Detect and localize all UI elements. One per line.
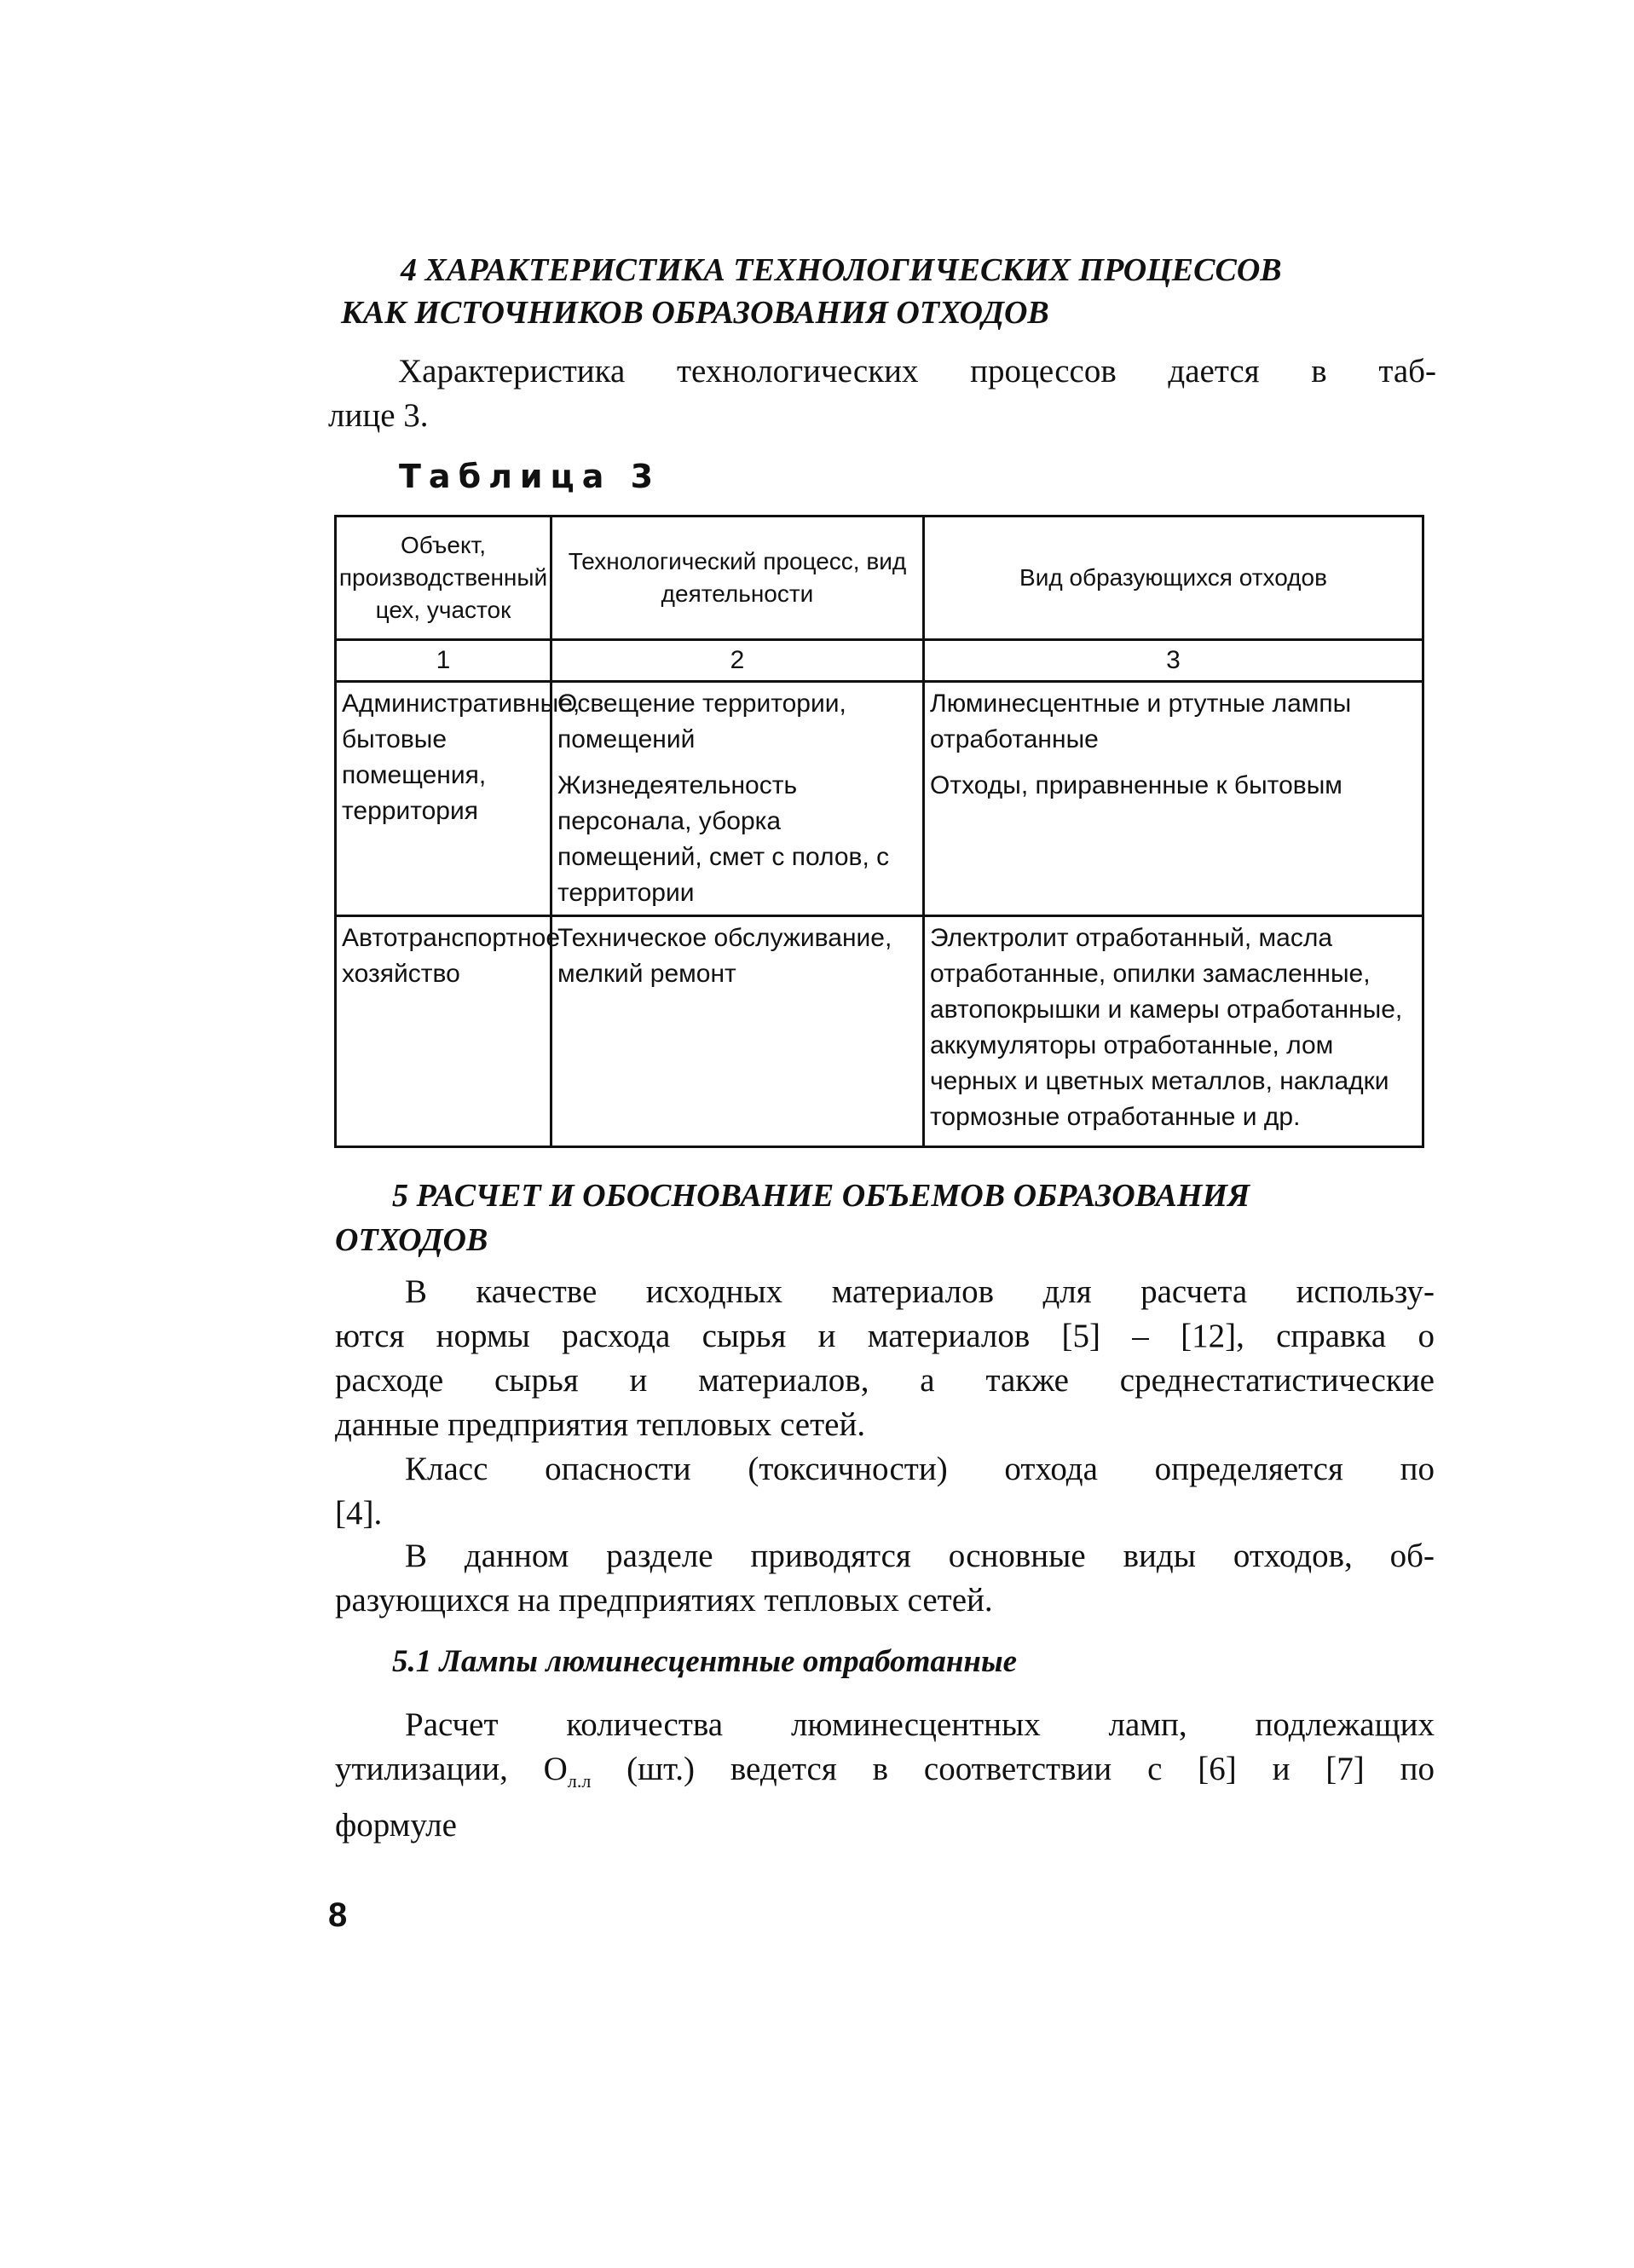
s5-p1-line-1: В качестве исходных материалов для расчета использу-: [405, 1273, 1435, 1310]
column-number-1: 1: [336, 640, 551, 682]
s5-p1-line-3: расходе сырья и материалов, а также среднестатистические: [335, 1362, 1435, 1399]
s5-p2-line-2: [4].: [335, 1495, 383, 1532]
s5-p3-line-1: В данном разделе приводятся основные виды отходов, об-: [405, 1538, 1435, 1574]
s51-line-2: [335, 1747, 1435, 1803]
process-item: Освещение территории, помещений: [557, 690, 846, 753]
cell-waste: [924, 682, 1423, 916]
s5-p1-line-2: ются нормы расхода сырья и материалов [5] – [12], справка о: [335, 1318, 1435, 1354]
section-4-heading: [401, 249, 1509, 291]
section-5-paragraph-2: [335, 1447, 1435, 1536]
section-5-heading: [392, 1174, 1500, 1217]
table-row: [336, 916, 1423, 1147]
header-waste: Вид образующихся отходов: [924, 517, 1423, 640]
column-number-2: 2: [551, 640, 924, 682]
header-process: Технологический процесс, вид деятельности: [551, 517, 924, 640]
intro-line-2: лице 3.: [328, 397, 429, 434]
section-5-heading-line-2: ОТХОДОВ: [335, 1222, 488, 1258]
s51-line-2-end: (шт.) ведется в соответствии с [6] и [7] по: [591, 1751, 1435, 1787]
section-4-heading-line-1: 4 ХАРАКТЕРИСТИКА ТЕХНОЛОГИЧЕСКИХ ПРОЦЕССОВ: [401, 252, 1282, 288]
process-item: Техническое обслуживание, мелкий ремонт: [557, 924, 892, 988]
cell-object: Автотранспортное хозяйство: [336, 916, 551, 1147]
table-3: [334, 515, 1424, 1148]
section-4-intro: [328, 349, 1436, 438]
process-item: Жизнедеятельность персонала, уборка помещений, смет с полов, с территории: [557, 771, 890, 907]
intro-line-1: Характеристика технологических процессов дается в таб-: [398, 353, 1436, 390]
subsection-5-1-paragraph: [335, 1703, 1435, 1848]
table-header-row: [336, 517, 1423, 640]
section-4-heading-2: [341, 291, 1449, 334]
s51-line-2-start: утилизации, О: [335, 1751, 568, 1787]
s51-line-3: формуле: [335, 1806, 457, 1844]
header-object: Объект, производственный цех, участок: [336, 517, 551, 640]
table-column-number-row: [336, 640, 1423, 682]
table-3-title: Таблица 3: [399, 458, 661, 495]
cell-process: [551, 682, 924, 916]
page-number: 8: [328, 1896, 348, 1934]
symbol-subscript: л.л: [567, 1769, 592, 1792]
s5-p2-line-1: Класс опасности (токсичности) отхода определяется по: [405, 1451, 1435, 1487]
section-4-heading-line-2: КАК ИСТОЧНИКОВ ОБРАЗОВАНИЯ ОТХОДОВ: [341, 295, 1049, 331]
section-5-paragraph-1: [335, 1270, 1435, 1447]
s5-p3-line-2: разующихся на предприятиях тепловых сетей.: [335, 1582, 993, 1619]
table-row: [336, 682, 1423, 916]
waste-item: Отходы, приравненные к бытовым: [930, 771, 1342, 799]
column-number-3: 3: [924, 640, 1423, 682]
waste-item: Электролит отработанный, масла отработанные, опилки замасленные, автопокрышки и камеры отработанные, аккумуляторы отработанные, лом черных и цветных металлов, накладки тормозные отработанные и др.: [930, 924, 1403, 1131]
section-5-heading-line-1: 5 РАСЧЕТ И ОБОСНОВАНИЕ ОБЪЕМОВ ОБРАЗОВАНИЯ: [392, 1178, 1250, 1214]
s5-p1-line-4: данные предприятия тепловых сетей.: [335, 1406, 866, 1443]
cell-object: Административные, бытовые помещения, территория: [336, 682, 551, 916]
s51-line-1: Расчет количества люминесцентных ламп, подлежащих: [405, 1706, 1435, 1743]
waste-item: Люминесцентные и ртутные лампы отработанные: [930, 690, 1352, 753]
section-5-heading-2: [335, 1219, 1443, 1261]
cell-process: [551, 916, 924, 1147]
section-5-paragraph-3: [335, 1534, 1435, 1623]
subsection-5-1-heading: 5.1 Лампы люминесцентные отработанные: [392, 1644, 1018, 1679]
cell-waste: [924, 916, 1423, 1147]
